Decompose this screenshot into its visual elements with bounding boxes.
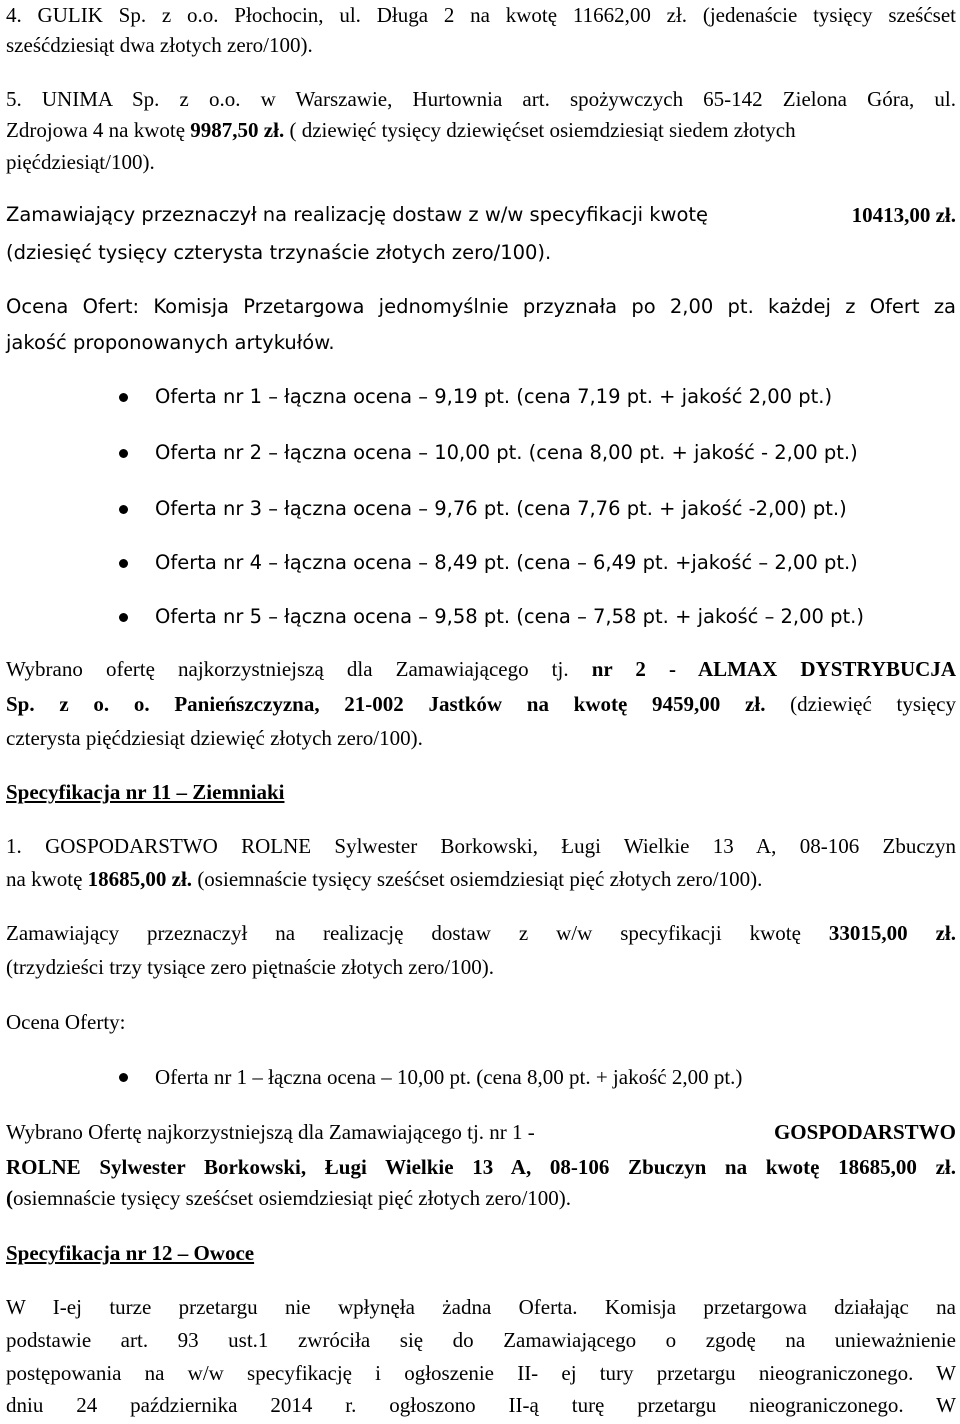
spec-11-offer-1: Oferta nr 1 – łączna ocena – 10,00 pt. (cena 8,00 pt. + jakość 2,00 pt.)	[155, 1065, 743, 1089]
budget-line-2: (dziesięć tysięcy czterysta trzynaście złotych zero/100).	[6, 241, 552, 264]
item-4-line-1: 4. GULIK Sp. z o.o. Płochocin, ul. Długa 2 na kwotę 11662,00 zł. (jedenaście tysięcy sześćset	[6, 3, 956, 27]
selected-offer-line-2: Sp. z o. o. Panieńszczyzna, 21-002 Jastków na kwotę 9459,00 zł. (dziewięć tysięcy	[6, 692, 957, 716]
bullet	[119, 559, 128, 568]
spec-11-selected-line-2: ROLNE Sylwester Borkowski, Ługi Wielkie 13 A, 08-106 Zbuczyn na kwotę 18685,00 zł.	[6, 1155, 956, 1179]
spec-11-offer-line-2: na kwotę 18685,00 zł. (osiemnaście tysięcy sześćset osiemdziesiąt pięć złotych zero/100).	[6, 867, 763, 891]
spec-11-offer-amount: 18685,00 zł.	[87, 867, 193, 891]
bullet	[119, 393, 128, 402]
evaluation-line-1: Ocena Ofert: Komisja Przetargowa jednomyślnie przyznała po 2,00 pt. każdej z Ofert za	[6, 295, 956, 318]
spec-11-selected-name: GOSPODARSTWO	[773, 1120, 956, 1144]
offer-5: Oferta nr 5 – łączna ocena – 9,58 pt. (cena – 7,58 pt. + jakość – 2,00 pt.)	[155, 605, 864, 628]
section-heading-spec-11: Specyfikacja nr 11 – Ziemniaki	[6, 780, 285, 804]
spec-11-budget-line-1: Zamawiający przeznaczył na realizację dostaw z w/w specyfikacji kwotę 33015,00 zł.	[6, 921, 956, 945]
offer-4: Oferta nr 4 – łączna ocena – 8,49 pt. (cena – 6,49 pt. +jakość – 2,00 pt.)	[155, 551, 858, 574]
evaluation-heading: Ocena Oferty:	[6, 1010, 126, 1034]
bullet	[119, 1073, 128, 1082]
item-5-amount: 9987,50 zł.	[190, 118, 285, 142]
spec-12-line-1: W I-ej turze przetargu nie wpłynęła żadna Oferta. Komisja przetargowa działając na	[6, 1295, 956, 1319]
bullet	[119, 613, 128, 622]
budget-amount: 10413,00 zł.	[851, 203, 956, 227]
spec-11-selected-line-3: (osiemnaście tysięcy sześćset osiemdziesiąt pięć złotych zero/100).	[6, 1186, 572, 1210]
offer-3: Oferta nr 3 – łączna ocena – 9,76 pt. (cena 7,76 pt. + jakość -2,00) pt.)	[155, 497, 847, 520]
selected-offer-line-3: czterysta pięćdziesiąt dziewięć złotych zero/100).	[6, 726, 423, 750]
selected-offer-name: nr 2 - ALMAX DYSTRYBUCJA	[591, 657, 956, 681]
item-5-line-3: pięćdziesiąt/100).	[6, 150, 155, 174]
spec-11-offer-line-1: 1. GOSPODARSTWO ROLNE Sylwester Borkowski, Ługi Wielkie 13 A, 08-106 Zbuczyn	[6, 834, 956, 858]
bullet	[119, 505, 128, 514]
spec-12-line-2: podstawie art. 93 ust.1 zwróciła się do Zamawiającego o zgodę na unieważnienie	[6, 1328, 956, 1352]
item-5-line-2: Zdrojowa 4 na kwotę 9987,50 zł. ( dziewięć tysięcy dziewięćset osiemdziesiąt siedem złotych	[6, 118, 796, 142]
spec-11-budget-line-2: (trzydzieści trzy tysiące zero piętnaście złotych zero/100).	[6, 955, 495, 979]
spec-11-budget-amount: 33015,00 zł.	[828, 921, 956, 945]
item-4-line-2: sześćdziesiąt dwa złotych zero/100).	[6, 33, 313, 57]
evaluation-line-2: jakość proponowanych artykułów.	[6, 331, 335, 354]
spec-11-selected-line-1: Wybrano Ofertę najkorzystniejszą dla Zamawiającego tj. nr 1 - GOSPODARSTWO	[6, 1117, 956, 1147]
spec-12-line-4: dniu 24 października 2014 r. ogłoszono II-ą turę przetargu nieograniczonego. W	[6, 1393, 956, 1417]
section-heading-spec-12: Specyfikacja nr 12 – Owoce	[6, 1241, 255, 1265]
budget-line-1: Zamawiający przeznaczył na realizację dostaw z w/w specyfikacji kwotę 10413,00 zł.	[6, 200, 956, 230]
item-5-line-1: 5. UNIMA Sp. z o.o. w Warszawie, Hurtownia art. spożywczych 65-142 Zielona Góra, ul.	[6, 87, 956, 111]
offer-2: Oferta nr 2 – łączna ocena – 10,00 pt. (cena 8,00 pt. + jakość - 2,00 pt.)	[155, 441, 858, 464]
bullet	[119, 449, 128, 458]
spec-12-line-3: postępowania na w/w specyfikację i ogłoszenie II- ej tury przetargu nieograniczonego. W	[6, 1361, 956, 1385]
selected-offer-line-1: Wybrano ofertę najkorzystniejszą dla Zamawiającego tj. nr 2 - ALMAX DYSTRYBUCJA	[6, 657, 956, 681]
offer-1: Oferta nr 1 – łączna ocena – 9,19 pt. (cena 7,19 pt. + jakość 2,00 pt.)	[155, 385, 833, 408]
